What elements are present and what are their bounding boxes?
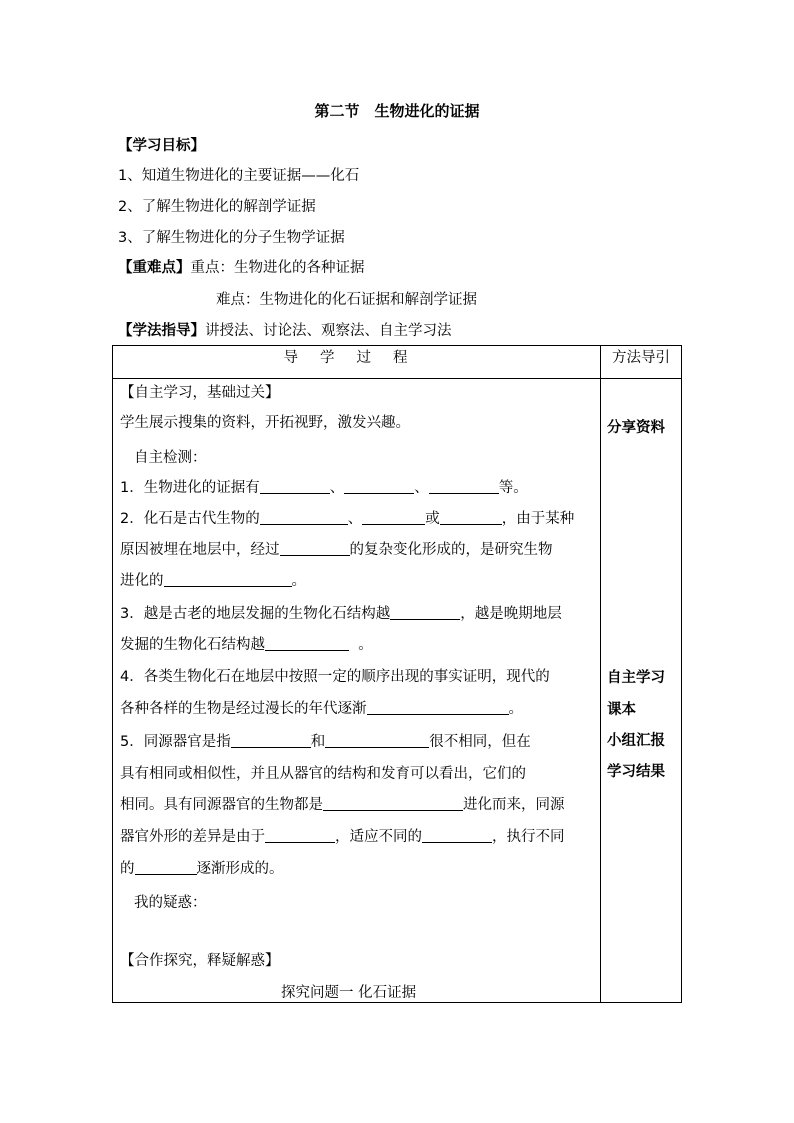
fill-blank[interactable] xyxy=(265,827,335,843)
side-note-group-report: 小组汇报 xyxy=(607,733,665,749)
question-5-line-5: 的 逐渐形成的。 xyxy=(120,861,284,877)
fill-blank[interactable] xyxy=(367,699,509,715)
fill-blank[interactable] xyxy=(323,795,463,811)
self-check-label: 自主检测： xyxy=(134,450,207,466)
fill-blank[interactable] xyxy=(280,540,350,556)
key-points-line xyxy=(118,258,365,278)
self-study-heading: 【自主学习，基础过关】 xyxy=(120,385,280,401)
objective-item-2: 2、了解生物进化的解剖学证据 xyxy=(118,199,316,215)
question-2-line-1: 2．化石是古代生物的 、 或 ，由于某种 xyxy=(120,511,575,527)
doubts-label: 我的疑惑： xyxy=(134,895,207,911)
fill-blank[interactable] xyxy=(164,571,292,587)
side-note-self-study: 自主学习 xyxy=(607,670,665,686)
fill-blank[interactable] xyxy=(325,732,429,748)
question-2-line-3: 进化的 。 xyxy=(120,573,306,589)
question-5-line-3: 相同。具有同源器官的生物都是 进化而来，同源 xyxy=(120,797,565,813)
process-cell xyxy=(113,379,601,1003)
inquiry-problem-1: 探究问题一 化石证据 xyxy=(281,985,417,1001)
table-header-row xyxy=(113,346,682,379)
method-guide-cell xyxy=(601,379,682,1003)
learning-process-table xyxy=(112,345,682,1003)
question-4-line-2: 各种各样的生物是经过漫长的年代逐渐 。 xyxy=(120,701,523,717)
fill-blank[interactable] xyxy=(260,478,330,494)
question-3-line-2: 发掘的生物化石结构越 。 xyxy=(120,637,373,653)
cooperative-inquiry-heading: 【合作探究，释疑解惑】 xyxy=(120,953,280,969)
intro-text: 学生展示搜集的资料，开拓视野，激发兴趣。 xyxy=(120,415,410,431)
fill-blank[interactable] xyxy=(440,509,502,525)
fill-blank[interactable] xyxy=(231,732,311,748)
question-1: 1．生物进化的证据有 、 、 等。 xyxy=(120,480,528,496)
side-note-results: 学习结果 xyxy=(607,764,665,780)
process-content xyxy=(113,379,600,1002)
method-guide-content xyxy=(601,379,681,1002)
objective-item-3: 3、了解生物进化的分子生物学证据 xyxy=(118,230,345,246)
question-3-line-1: 3．越是古老的地层发掘的生物化石结构越 ，越是晚期地层 xyxy=(120,606,562,622)
fill-blank[interactable] xyxy=(265,635,349,651)
question-4-line-1: 4．各类生物化石在地层中按照一定的顺序出现的事实证明，现代的 xyxy=(120,669,550,685)
header-method-guide: 方法导引 xyxy=(601,346,682,379)
objective-item-1: 1、知道生物进化的主要证据——化石 xyxy=(118,168,360,184)
method-line xyxy=(118,321,452,341)
header-learning-process: 导学过程 xyxy=(113,346,601,379)
fill-blank[interactable] xyxy=(362,509,425,525)
side-note-textbook: 课本 xyxy=(607,702,636,718)
fill-blank[interactable] xyxy=(135,859,197,875)
question-2-line-2: 原因被埋在地层中，经过 的复杂变化形成的，是研究生物 xyxy=(120,542,553,558)
key-points-difficulty: 难点：生物进化的化石证据和解剖学证据 xyxy=(216,292,477,308)
key-points-focus: 重点：生物进化的各种证据 xyxy=(190,260,365,276)
key-points-label: 【重难点】 xyxy=(118,260,191,276)
objectives-heading: 【学习目标】 xyxy=(118,138,205,154)
fill-blank[interactable] xyxy=(422,827,492,843)
question-5-line-2: 具有相同或相似性，并且从器官的结构和发育可以看出，它们的 xyxy=(120,766,526,782)
table-content-row xyxy=(113,379,682,1003)
fill-blank[interactable] xyxy=(260,509,348,525)
page-title: 第二节 生物进化的证据 xyxy=(314,102,480,120)
fill-blank[interactable] xyxy=(344,478,414,494)
method-label: 【学法指导】 xyxy=(118,323,205,339)
fill-blank[interactable] xyxy=(390,604,460,620)
fill-blank[interactable] xyxy=(429,478,499,494)
question-5-line-4: 器官外形的差异是由于 ，适应不同的 ，执行不同 xyxy=(120,829,565,845)
side-note-share: 分享资料 xyxy=(607,420,665,436)
question-5-line-1: 5．同源器官是指 和 很不相同，但在 xyxy=(120,734,531,750)
method-text: 讲授法、讨论法、观察法、自主学习法 xyxy=(205,323,452,339)
